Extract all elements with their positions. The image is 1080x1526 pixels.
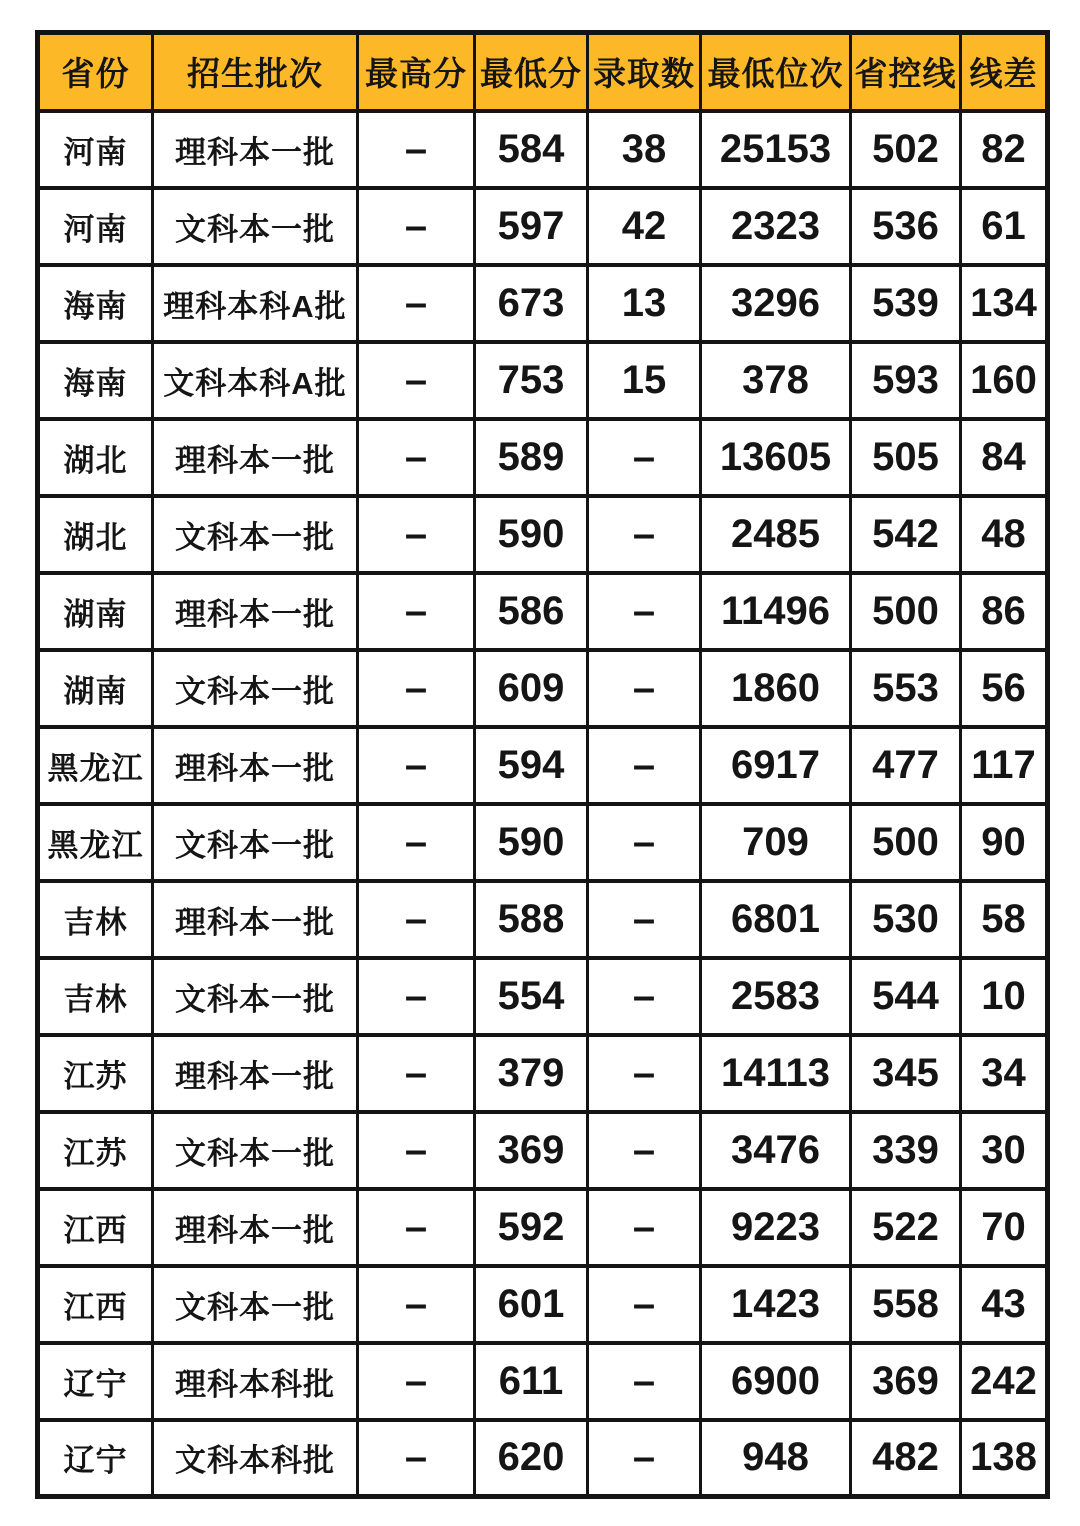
cell-province: 吉林 (38, 881, 153, 958)
cell-max-score: – (358, 188, 475, 265)
cell-admit-count: – (588, 1420, 701, 1497)
cell-admit-count: 38 (588, 111, 701, 188)
cell-max-score: – (358, 265, 475, 342)
cell-min-score: 554 (475, 958, 588, 1035)
cell-max-score: – (358, 804, 475, 881)
table-row (38, 496, 1048, 573)
cell-min-rank: 2485 (701, 496, 851, 573)
cell-max-score: – (358, 1266, 475, 1343)
cell-province: 辽宁 (38, 1420, 153, 1497)
table-row (38, 1266, 1048, 1343)
cell-province-line: 536 (851, 188, 961, 265)
cell-min-score: 597 (475, 188, 588, 265)
table-row (38, 188, 1048, 265)
cell-batch: 理科本一批 (153, 1035, 358, 1112)
cell-admit-count: – (588, 419, 701, 496)
cell-province: 海南 (38, 342, 153, 419)
column-header-min-score: 最低分 (475, 33, 588, 111)
cell-province-line: 339 (851, 1112, 961, 1189)
table-row (38, 111, 1048, 188)
cell-batch: 理科本一批 (153, 573, 358, 650)
cell-line-diff: 70 (961, 1189, 1048, 1266)
cell-line-diff: 90 (961, 804, 1048, 881)
cell-line-diff: 34 (961, 1035, 1048, 1112)
table-row (38, 1189, 1048, 1266)
cell-province: 辽宁 (38, 1343, 153, 1420)
cell-province: 湖南 (38, 650, 153, 727)
cell-max-score: – (358, 573, 475, 650)
cell-province: 江西 (38, 1266, 153, 1343)
cell-min-score: 609 (475, 650, 588, 727)
cell-province-line: 500 (851, 804, 961, 881)
cell-admit-count: – (588, 650, 701, 727)
cell-province-line: 369 (851, 1343, 961, 1420)
cell-max-score: – (358, 1112, 475, 1189)
cell-max-score: – (358, 727, 475, 804)
cell-min-score: 379 (475, 1035, 588, 1112)
column-header-max-score: 最高分 (358, 33, 475, 111)
cell-province: 湖北 (38, 496, 153, 573)
cell-max-score: – (358, 1035, 475, 1112)
table-row (38, 1420, 1048, 1497)
cell-line-diff: 117 (961, 727, 1048, 804)
table-row (38, 727, 1048, 804)
cell-min-rank: 14113 (701, 1035, 851, 1112)
cell-max-score: – (358, 650, 475, 727)
cell-min-score: 753 (475, 342, 588, 419)
cell-province-line: 542 (851, 496, 961, 573)
cell-admit-count: 15 (588, 342, 701, 419)
cell-min-score: 594 (475, 727, 588, 804)
cell-batch: 文科本一批 (153, 650, 358, 727)
cell-line-diff: 138 (961, 1420, 1048, 1497)
cell-line-diff: 242 (961, 1343, 1048, 1420)
table-row (38, 650, 1048, 727)
cell-admit-count: – (588, 1112, 701, 1189)
cell-line-diff: 160 (961, 342, 1048, 419)
cell-province-line: 539 (851, 265, 961, 342)
cell-province: 江西 (38, 1189, 153, 1266)
cell-batch: 理科本一批 (153, 727, 358, 804)
cell-province-line: 558 (851, 1266, 961, 1343)
cell-admit-count: – (588, 804, 701, 881)
cell-max-score: – (358, 342, 475, 419)
cell-province: 江苏 (38, 1035, 153, 1112)
cell-line-diff: 82 (961, 111, 1048, 188)
cell-min-score: 586 (475, 573, 588, 650)
cell-batch: 理科本一批 (153, 419, 358, 496)
cell-batch: 文科本一批 (153, 496, 358, 573)
cell-batch: 文科本一批 (153, 958, 358, 1035)
cell-province-line: 505 (851, 419, 961, 496)
cell-batch: 文科本一批 (153, 1112, 358, 1189)
cell-batch: 文科本一批 (153, 804, 358, 881)
header-row (38, 33, 1048, 111)
column-header-line-diff: 线差 (961, 33, 1048, 111)
table-row (38, 804, 1048, 881)
cell-batch: 理科本科批 (153, 1343, 358, 1420)
cell-min-rank: 2583 (701, 958, 851, 1035)
cell-province-line: 502 (851, 111, 961, 188)
cell-min-rank: 6900 (701, 1343, 851, 1420)
cell-admit-count: 13 (588, 265, 701, 342)
cell-line-diff: 86 (961, 573, 1048, 650)
cell-province-line: 522 (851, 1189, 961, 1266)
cell-min-rank: 6801 (701, 881, 851, 958)
cell-province-line: 477 (851, 727, 961, 804)
cell-batch: 文科本科批 (153, 1420, 358, 1497)
cell-province-line: 593 (851, 342, 961, 419)
cell-line-diff: 10 (961, 958, 1048, 1035)
cell-province-line: 345 (851, 1035, 961, 1112)
cell-max-score: – (358, 496, 475, 573)
cell-province: 河南 (38, 188, 153, 265)
cell-province-line: 500 (851, 573, 961, 650)
cell-admit-count: – (588, 573, 701, 650)
cell-min-score: 673 (475, 265, 588, 342)
cell-province-line: 530 (851, 881, 961, 958)
cell-admit-count: – (588, 958, 701, 1035)
cell-min-score: 589 (475, 419, 588, 496)
cell-min-rank: 9223 (701, 1189, 851, 1266)
cell-min-score: 620 (475, 1420, 588, 1497)
cell-min-rank: 948 (701, 1420, 851, 1497)
table-row (38, 1035, 1048, 1112)
cell-admit-count: – (588, 1035, 701, 1112)
cell-max-score: – (358, 111, 475, 188)
column-header-batch: 招生批次 (153, 33, 358, 111)
cell-min-rank: 13605 (701, 419, 851, 496)
column-header-admit-count: 录取数 (588, 33, 701, 111)
column-header-province-line: 省控线 (851, 33, 961, 111)
table-row (38, 958, 1048, 1035)
cell-batch: 理科本一批 (153, 111, 358, 188)
cell-line-diff: 48 (961, 496, 1048, 573)
cell-batch: 文科本一批 (153, 1266, 358, 1343)
cell-line-diff: 84 (961, 419, 1048, 496)
cell-batch: 文科本一批 (153, 188, 358, 265)
cell-admit-count: – (588, 727, 701, 804)
cell-max-score: – (358, 1189, 475, 1266)
cell-province: 湖南 (38, 573, 153, 650)
cell-line-diff: 61 (961, 188, 1048, 265)
cell-admit-count: – (588, 1189, 701, 1266)
cell-min-rank: 3476 (701, 1112, 851, 1189)
table-row (38, 342, 1048, 419)
admission-scores-table (35, 30, 1050, 1499)
cell-min-rank: 11496 (701, 573, 851, 650)
cell-min-score: 601 (475, 1266, 588, 1343)
cell-max-score: – (358, 1420, 475, 1497)
cell-batch: 文科本科A批 (153, 342, 358, 419)
cell-admit-count: – (588, 1266, 701, 1343)
cell-line-diff: 56 (961, 650, 1048, 727)
cell-max-score: – (358, 1343, 475, 1420)
table-body (38, 111, 1048, 1497)
cell-admit-count: – (588, 1343, 701, 1420)
cell-line-diff: 43 (961, 1266, 1048, 1343)
cell-min-rank: 2323 (701, 188, 851, 265)
table-row (38, 573, 1048, 650)
table-row (38, 419, 1048, 496)
table-row (38, 265, 1048, 342)
cell-max-score: – (358, 419, 475, 496)
cell-province: 黑龙江 (38, 727, 153, 804)
cell-batch: 理科本一批 (153, 1189, 358, 1266)
cell-max-score: – (358, 881, 475, 958)
cell-line-diff: 58 (961, 881, 1048, 958)
cell-line-diff: 30 (961, 1112, 1048, 1189)
cell-province: 吉林 (38, 958, 153, 1035)
cell-admit-count: – (588, 881, 701, 958)
cell-max-score: – (358, 958, 475, 1035)
cell-province: 海南 (38, 265, 153, 342)
cell-min-score: 369 (475, 1112, 588, 1189)
column-header-province: 省份 (38, 33, 153, 111)
table-row (38, 1112, 1048, 1189)
cell-min-rank: 25153 (701, 111, 851, 188)
cell-batch: 理科本一批 (153, 881, 358, 958)
admission-scores-table-wrap (35, 30, 1050, 1499)
table-row (38, 881, 1048, 958)
cell-min-rank: 3296 (701, 265, 851, 342)
cell-admit-count: – (588, 496, 701, 573)
cell-min-score: 592 (475, 1189, 588, 1266)
table-row (38, 1343, 1048, 1420)
cell-min-score: 588 (475, 881, 588, 958)
cell-min-rank: 709 (701, 804, 851, 881)
cell-min-rank: 6917 (701, 727, 851, 804)
cell-min-score: 590 (475, 496, 588, 573)
cell-min-score: 590 (475, 804, 588, 881)
cell-province-line: 544 (851, 958, 961, 1035)
cell-province: 黑龙江 (38, 804, 153, 881)
cell-min-rank: 378 (701, 342, 851, 419)
cell-admit-count: 42 (588, 188, 701, 265)
cell-line-diff: 134 (961, 265, 1048, 342)
cell-province-line: 553 (851, 650, 961, 727)
cell-min-score: 584 (475, 111, 588, 188)
cell-province: 江苏 (38, 1112, 153, 1189)
cell-min-score: 611 (475, 1343, 588, 1420)
column-header-min-rank: 最低位次 (701, 33, 851, 111)
cell-province-line: 482 (851, 1420, 961, 1497)
cell-batch: 理科本科A批 (153, 265, 358, 342)
cell-min-rank: 1860 (701, 650, 851, 727)
cell-province: 河南 (38, 111, 153, 188)
cell-province: 湖北 (38, 419, 153, 496)
cell-min-rank: 1423 (701, 1266, 851, 1343)
